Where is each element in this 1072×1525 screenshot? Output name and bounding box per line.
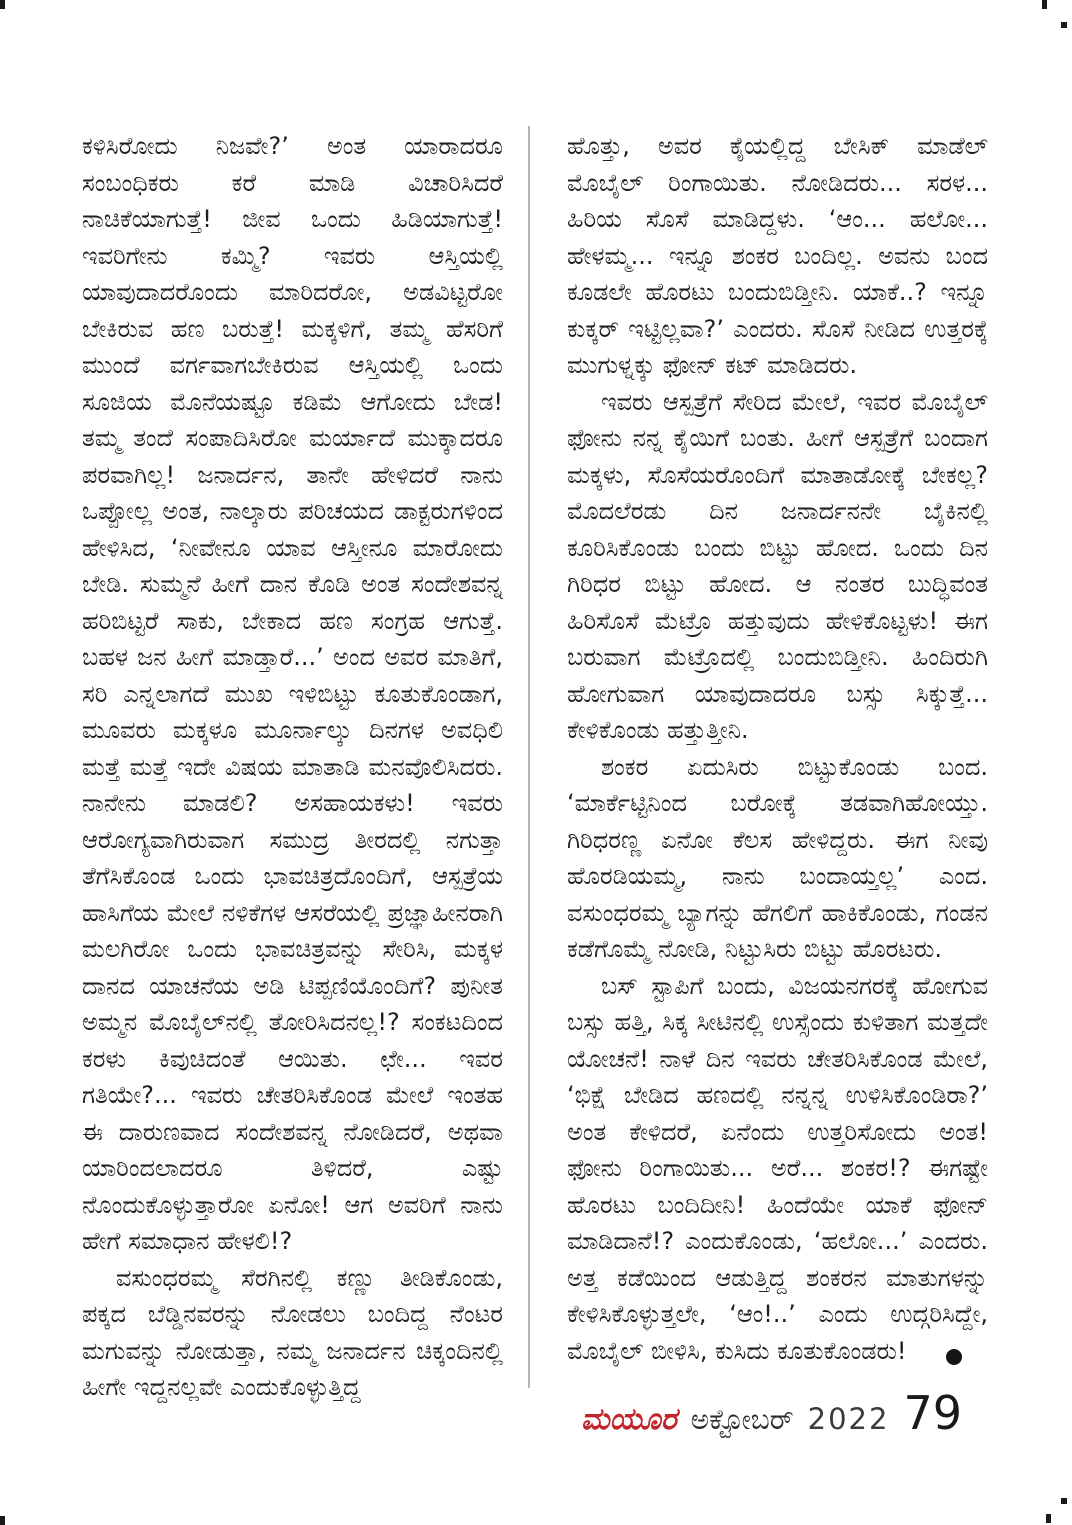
issue-month: ಅಕ್ಟೋಬರ್	[690, 1403, 794, 1436]
page-number: 79	[903, 1386, 962, 1440]
registration-dot-top	[1061, 22, 1067, 28]
magazine-name: ಮಯೂರ	[581, 1402, 677, 1437]
crop-mark-top-left	[0, 0, 5, 9]
crop-mark-bottom-right	[1046, 1514, 1051, 1523]
right-column	[567, 128, 988, 1406]
crop-mark-bottom-left	[0, 1516, 5, 1525]
issue-year: 2022	[807, 1402, 890, 1436]
story-paragraph: ಹೊತ್ತು, ಅವರ ಕೈಯಲ್ಲಿದ್ದ ಬೇಸಿಕ್ ಮಾಡೆಲ್ ಮೊಬೈಲ್ ರಿಂಗಾಯಿತು. ನೋಡಿದರು... ಸರಳ... ಹಿರಿಯ ಸೊಸೆ ಮಾಡಿದ್ದಳು. ‘ಆಂ... ಹಲೋ... ಹೇಳಮ್ಮ... ಇನ್ನೂ ಶಂಕರ ಬಂದಿಲ್ಲ. ಅವನು ಬಂದ ಕೂಡಲೇ ಹೊರಟು ಬಂದುಬಿಡ್ತೀನಿ. ಯಾಕೆ..? ಇನ್ನೂ ಕುಕ್ಕರ್ ಇಟ್ಟಿಲ್ಲವಾ?’ ಎಂದರು. ಸೊಸೆ ನೀಡಿದ ಉತ್ತರಕ್ಕೆ ಮುಗುಳ್ನಕ್ಕು ಫೋನ್ ಕಟ್ ಮಾಡಿದರು.	[567, 132, 988, 379]
crop-mark-top-right	[1042, 0, 1047, 9]
story-paragraph: ವಸುಂಧರಮ್ಮ ಸೆರಗಿನಲ್ಲಿ ಕಣ್ಣು ತೀಡಿಕೊಂಡು, ಪಕ್ಕದ ಬೆಡ್ಡಿನವರನ್ನು ನೋಡಲು ಬಂದಿದ್ದ ನೆಂಟರ ಮಗುವನ್ನು ನೋಡುತ್ತಾ, ನಮ್ಮ ಜನಾರ್ದನ ಚಿಕ್ಕಂದಿನಲ್ಲಿ ಹೀಗೇ ಇದ್ದನಲ್ಲವೇ ಎಂದುಕೊಳ್ಳುತ್ತಿದ್ದ	[82, 1263, 503, 1401]
story-paragraph: ಇವರು ಆಸ್ಪತ್ರೆಗೆ ಸೇರಿದ ಮೇಲೆ, ಇವರ ಮೊಬೈಲ್ ಫೋನು ನನ್ನ ಕೈಯಿಗೆ ಬಂತು. ಹೀಗೆ ಆಸ್ಪತ್ರೆಗೆ ಬಂದಾಗ ಮಕ್ಕಳು, ಸೊಸೆಯರೊಂದಿಗೆ ಮಾತಾಡೋಕ್ಕೆ ಬೇಕಲ್ಲ? ಮೊದಲೆರಡು ದಿನ ಜನಾರ್ದನನೇ ಬೈಕಿನಲ್ಲಿ ಕೂರಿಸಿಕೊಂಡು ಬಂದು ಬಿಟ್ಟು ಹೋದ. ಒಂದು ದಿನ ಗಿರಿಧರ ಬಿಟ್ಟು ಹೋದ. ಆ ನಂತರ ಬುದ್ಧಿವಂತ ಹಿರಿಸೊಸೆ ಮೆಟ್ರೊ ಹತ್ತುವುದು ಹೇಳಿಕೊಟ್ಟಳು! ಈಗ ಬರುವಾಗ ಮೆಟ್ರೊದಲ್ಲಿ ಬಂದುಬಿಡ್ತೀನಿ. ಹಿಂದಿರುಗಿ ಹೋಗುವಾಗ ಯಾವುದಾದರೂ ಬಸ್ಸು ಸಿಕ್ಕುತ್ತೆ... ಕೇಳಿಕೊಂಡು ಹತ್ತುತ್ತೀನಿ.	[567, 387, 988, 744]
page-footer	[581, 1386, 962, 1440]
registration-dot-bottom	[1061, 1498, 1067, 1504]
story-paragraph: ಶಂಕರ ಏದುಸಿರು ಬಿಟ್ಟುಕೊಂಡು ಬಂದ. ‘ಮಾರ್ಕೆಟ್ಟಿನಿಂದ ಬರೋಕ್ಕೆ ತಡವಾಗಿಹೋಯ್ತು. ಗಿರಿಧರಣ್ಣ ಏನೋ ಕೆಲಸ ಹೇಳಿದ್ದರು. ಈಗ ನೀವು ಹೊರಡಿಯಮ್ಮ, ನಾನು ಬಂದಾಯ್ತಲ್ಲ’ ಎಂದ. ವಸುಂಧರಮ್ಮ ಬ್ಯಾಗನ್ನು ಹೆಗಲಿಗೆ ಹಾಕಿಕೊಂಡು, ಗಂಡನ ಕಡೆಗೊಮ್ಮೆ ನೋಡಿ, ನಿಟ್ಟುಸಿರು ಬಿಟ್ಟು ಹೊರಟರು.	[567, 752, 988, 963]
left-column	[82, 128, 503, 1406]
end-of-story-marker	[946, 1349, 962, 1365]
story-paragraph: ಬಸ್ ಸ್ಟಾಪಿಗೆ ಬಂದು, ವಿಜಯನಗರಕ್ಕೆ ಹೋಗುವ ಬಸ್ಸು ಹತ್ತಿ, ಸಿಕ್ಕ ಸೀಟಿನಲ್ಲಿ ಉಸ್ಸೆಂದು ಕುಳಿತಾಗ ಮತ್ತದೇ ಯೋಚನೆ! ನಾಳೆ ದಿನ ಇವರು ಚೇತರಿಸಿಕೊಂಡ ಮೇಲೆ, ‘ಭಿಕ್ಷೆ ಬೇಡಿದ ಹಣದಲ್ಲಿ ನನ್ನನ್ನ ಉಳಿಸಿಕೊಂಡಿರಾ?’ ಅಂತ ಕೇಳಿದರೆ, ಏನೆಂದು ಉತ್ತರಿಸೋದು ಅಂತ! ಫೋನು ರಿಂಗಾಯಿತು... ಅರೆ... ಶಂಕರ!? ಈಗಷ್ಟೇ ಹೊರಟು ಬಂದಿದೀನಿ! ಹಿಂದೆಯೇ ಯಾಕೆ ಫೋನ್ ಮಾಡಿದಾನೆ!? ಎಂದುಕೊಂಡು, ‘ಹಲೋ...’ ಎಂದರು. ಅತ್ತ ಕಡೆಯಿಂದ ಆಡುತ್ತಿದ್ದ ಶಂಕರನ ಮಾತುಗಳನ್ನು ಕೇಳಿಸಿಕೊಳ್ಳುತ್ತಲೇ, ‘ಆಂ!..’ ಎಂದು ಉದ್ಗರಿಸಿದ್ದೇ, ಮೊಬೈಲ್ ಬೀಳಿಸಿ, ಕುಸಿದು ಕೂತುಕೊಂಡರು!	[567, 971, 988, 1365]
story-paragraph: ಕಳಿಸಿರೋದು ನಿಜವೇ?’ ಅಂತ ಯಾರಾದರೂ ಸಂಬಂಧಿಕರು ಕರೆ ಮಾಡಿ ವಿಚಾರಿಸಿದರೆ ನಾಚಿಕೆಯಾಗುತ್ತೆ! ಜೀವ ಒಂದು ಹಿಡಿಯಾಗುತ್ತೆ! ಇವರಿಗೇನು ಕಮ್ಮಿ? ಇವರು ಆಸ್ತಿಯಲ್ಲಿ ಯಾವುದಾದರೊಂದು ಮಾರಿದರೋ, ಅಡವಿಟ್ಟರೋ ಬೇಕಿರುವ ಹಣ ಬರುತ್ತೆ! ಮಕ್ಕಳಿಗೆ, ತಮ್ಮ ಹೆಸರಿಗೆ ಮುಂದೆ ವರ್ಗವಾಗಬೇಕಿರುವ ಆಸ್ತಿಯಲ್ಲಿ ಒಂದು ಸೂಜಿಯ ಮೊನೆಯಷ್ಟೂ ಕಡಿಮೆ ಆಗೋದು ಬೇಡ! ತಮ್ಮ ತಂದೆ ಸಂಪಾದಿಸಿರೋ ಮರ್ಯಾದೆ ಮುಕ್ಕಾದರೂ ಪರವಾಗಿಲ್ಲ! ಜನಾರ್ದನ, ತಾನೇ ಹೇಳಿದರೆ ನಾನು ಒಪ್ಪೋಲ್ಲ ಅಂತ, ನಾಲ್ಕಾರು ಪರಿಚಯದ ಡಾಕ್ಟರುಗಳಿಂದ ಹೇಳಿಸಿದ, ‘ನೀವೇನೂ ಯಾವ ಆಸ್ತೀನೂ ಮಾರೋದು ಬೇಡಿ. ಸುಮ್ಮನೆ ಹೀಗೆ ದಾನ ಕೊಡಿ ಅಂತ ಸಂದೇಶವನ್ನ ಹರಿಬಿಟ್ಟರೆ ಸಾಕು, ಬೇಕಾದ ಹಣ ಸಂಗ್ರಹ ಆಗುತ್ತೆ. ಬಹಳ ಜನ ಹೀಗೆ ಮಾಡ್ತಾರೆ...’ ಅಂದ ಅವರ ಮಾತಿಗೆ, ಸರಿ ಎನ್ನಲಾಗದೆ ಮುಖ ಇಳಿಬಿಟ್ಟು ಕೂತುಕೊಂಡಾಗ, ಮೂವರು ಮಕ್ಕಳೂ ಮೂರ್ನಾಲ್ಕು ದಿನಗಳ ಅವಧಿಲಿ ಮತ್ತೆ ಮತ್ತೆ ಇದೇ ವಿಷಯ ಮಾತಾಡಿ ಮನವೊಲಿಸಿದರು. ನಾನೇನು ಮಾಡಲಿ? ಅಸಹಾಯಕಳು! ಇವರು ಆರೋಗ್ಯವಾಗಿರುವಾಗ ಸಮುದ್ರ ತೀರದಲ್ಲಿ ನಗುತ್ತಾ ತೆಗೆಸಿಕೊಂಡ ಒಂದು ಭಾವಚಿತ್ರದೊಂದಿಗೆ, ಆಸ್ಪತ್ರೆಯ ಹಾಸಿಗೆಯ ಮೇಲೆ ನಳಿಕೆಗಳ ಆಸರೆಯಲ್ಲಿ ಪ್ರಜ್ಞಾಹೀನರಾಗಿ ಮಲಗಿರೋ ಒಂದು ಭಾವಚಿತ್ರವನ್ನು ಸೇರಿಸಿ, ಮಕ್ಕಳ ದಾನದ ಯಾಚನೆಯ ಅಡಿ ಟಿಪ್ಪಣಿಯೊಂದಿಗೆ? ಪುನೀತ ಅಮ್ಮನ ಮೊಬೈಲ್‌ನಲ್ಲಿ ತೋರಿಸಿದನಲ್ಲ!? ಸಂಕಟದಿಂದ ಕರಳು ಕಿವುಚಿದಂತೆ ಆಯಿತು. ಛೇ... ಇವರ ಗತಿಯೇ?... ಇವರು ಚೇತರಿಸಿಕೊಂಡ ಮೇಲೆ ಇಂತಹ ಈ ದಾರುಣವಾದ ಸಂದೇಶವನ್ನ ನೋಡಿದರೆ, ಅಥವಾ ಯಾರಿಂದಲಾದರೂ ತಿಳಿದರೆ, ಎಷ್ಟು ನೊಂದುಕೊಳ್ಳುತ್ತಾರೋ ಏನೋ! ಆಗ ಅವರಿಗೆ ನಾನು ಹೇಗೆ ಸಮಾಧಾನ ಹೇಳಲಿ!?	[82, 132, 503, 1255]
body-text-columns	[82, 128, 988, 1406]
